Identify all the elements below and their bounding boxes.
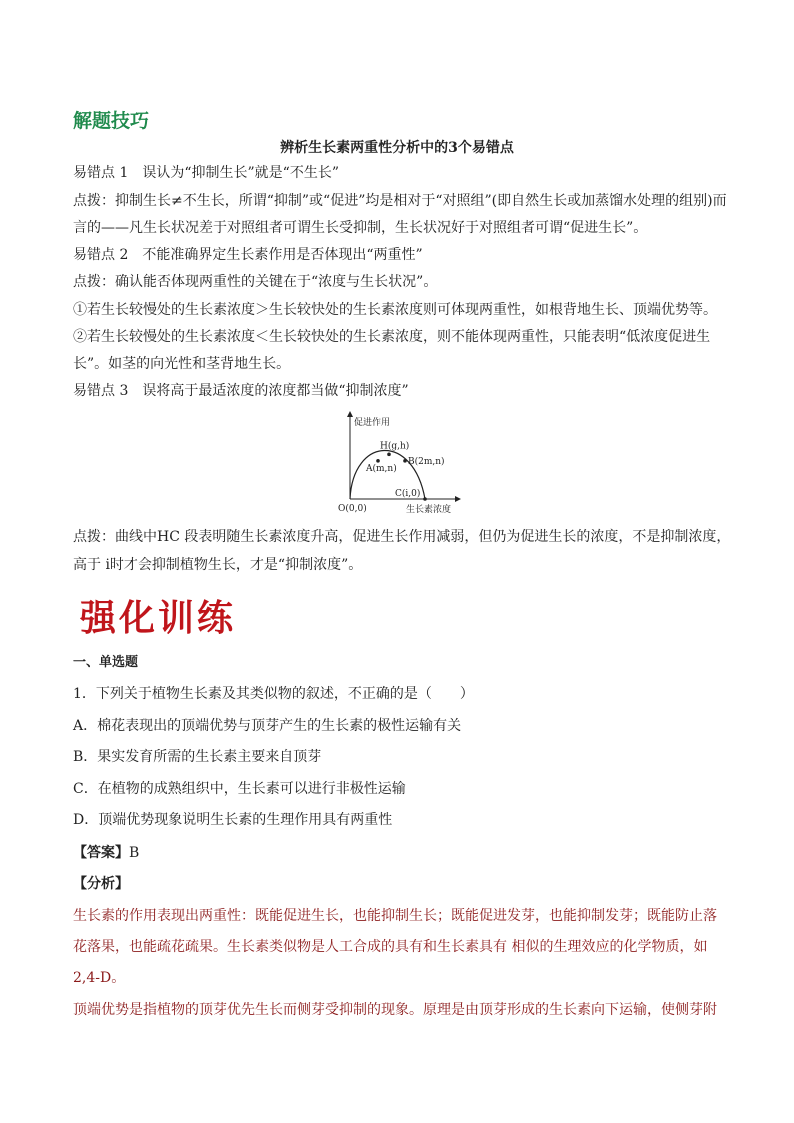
answer-row	[73, 843, 139, 863]
point-b	[403, 459, 407, 463]
point-a	[376, 459, 380, 463]
analysis-line4: 顶端优势是指植物的顶芽优先生长而侧芽受抑制的现象。原理是由顶芽形成的生长素向下运输，使侧芽附	[73, 1002, 717, 1018]
pitfall-2-title: 易错点 2 不能准确界定生长素作用是否体现出“两重性”	[73, 247, 423, 263]
answer-label: 【答案】	[73, 845, 129, 861]
answer-value: B	[129, 845, 140, 861]
y-axis-label: 促进作用	[354, 418, 391, 428]
point-c	[423, 497, 427, 501]
pitfall-1-tip-line2: 言的——凡生长状况差于对照组者可谓生长受抑制，生长状况好于对照组者可谓“促进生长”。	[73, 220, 648, 236]
point-label-b: B(2m,n)	[408, 456, 445, 467]
section-heading: 解题技巧	[73, 110, 150, 132]
pitfall-2-item1: ①若生长较慢处的生长素浓度＞生长较快处的生长素浓度则可体现两重性，如根背地生长、顶端优势等。	[73, 302, 717, 318]
pitfall-2-tip: 点拨：确认能否体现两重性的关键在于“浓度与生长状况”。	[73, 274, 438, 290]
point-label-c: C(i,0)	[395, 489, 421, 499]
document-title: 辨析生长素两重性分析中的3个易错点	[280, 140, 514, 156]
analysis-label: 【分析】	[73, 876, 129, 892]
question-stem: 1．下列关于植物生长素及其类似物的叙述，不正确的是（ ）	[73, 686, 474, 702]
analysis-line2: 花落果，也能疏花疏果。生长素类似物是人工合成的具有和生长素具有 相似的生理效应的化学物质，如	[73, 939, 708, 955]
option-d: D．顶端优势现象说明生长素的生理作用具有两重性	[73, 812, 393, 828]
analysis-line3: 2,4-D。	[73, 970, 126, 986]
option-a: A．棉花表现出的顶端优势与顶芽产生的生长素的极性运输有关	[73, 718, 462, 734]
point-label-o: O(0,0)	[338, 504, 367, 514]
point-label-a: A(m,n)	[366, 463, 397, 474]
pitfall-3-title: 易错点 3 误将高于最适浓度的浓度都当做“抑制浓度”	[73, 383, 409, 399]
pitfall-3-tip-line2: 高于 i时才会抑制植物生长，才是“抑制浓度”。	[73, 557, 363, 573]
analysis-line1: 生长素的作用表现出两重性：既能促进生长，也能抑制生长；既能促进发芽，也能抑制发芽；既能防止落	[73, 908, 717, 924]
point-label-h: H(g,h)	[380, 441, 410, 452]
auxin-curve-chart	[330, 408, 470, 520]
question-section-label: 一、单选题	[73, 655, 139, 670]
pitfall-1-title: 易错点 1 误认为“抑制生长”就是“不生长”	[73, 165, 339, 181]
point-h	[387, 453, 391, 457]
pitfall-1-tip-line1: 点拨：抑制生长≠不生长，所谓“抑制”或“促进”均是相对于“对照组”(即自然生长或加蒸馏水处理的组别)而	[73, 193, 727, 209]
option-c: C．在植物的成熟组织中，生长素可以进行非极性运输	[73, 781, 406, 797]
option-b: B．果实发育所需的生长素主要来自顶芽	[73, 749, 322, 765]
pitfall-2-item2-line2: 长”。如茎的向光性和茎背地生长。	[73, 356, 291, 372]
x-axis-label: 生长素浓度	[406, 505, 452, 515]
pitfall-3-tip-line1: 点拨：曲线中HC 段表明随生长素浓度升高，促进生长作用减弱，但仍为促进生长的浓度，不是抑制浓度，	[73, 529, 731, 545]
training-title: 强化训练	[80, 597, 237, 639]
pitfall-2-item2-line1: ②若生长较慢处的生长素浓度＜生长较快处的生长素浓度，则不能体现两重性，只能表明“低浓度促进生	[73, 329, 711, 345]
